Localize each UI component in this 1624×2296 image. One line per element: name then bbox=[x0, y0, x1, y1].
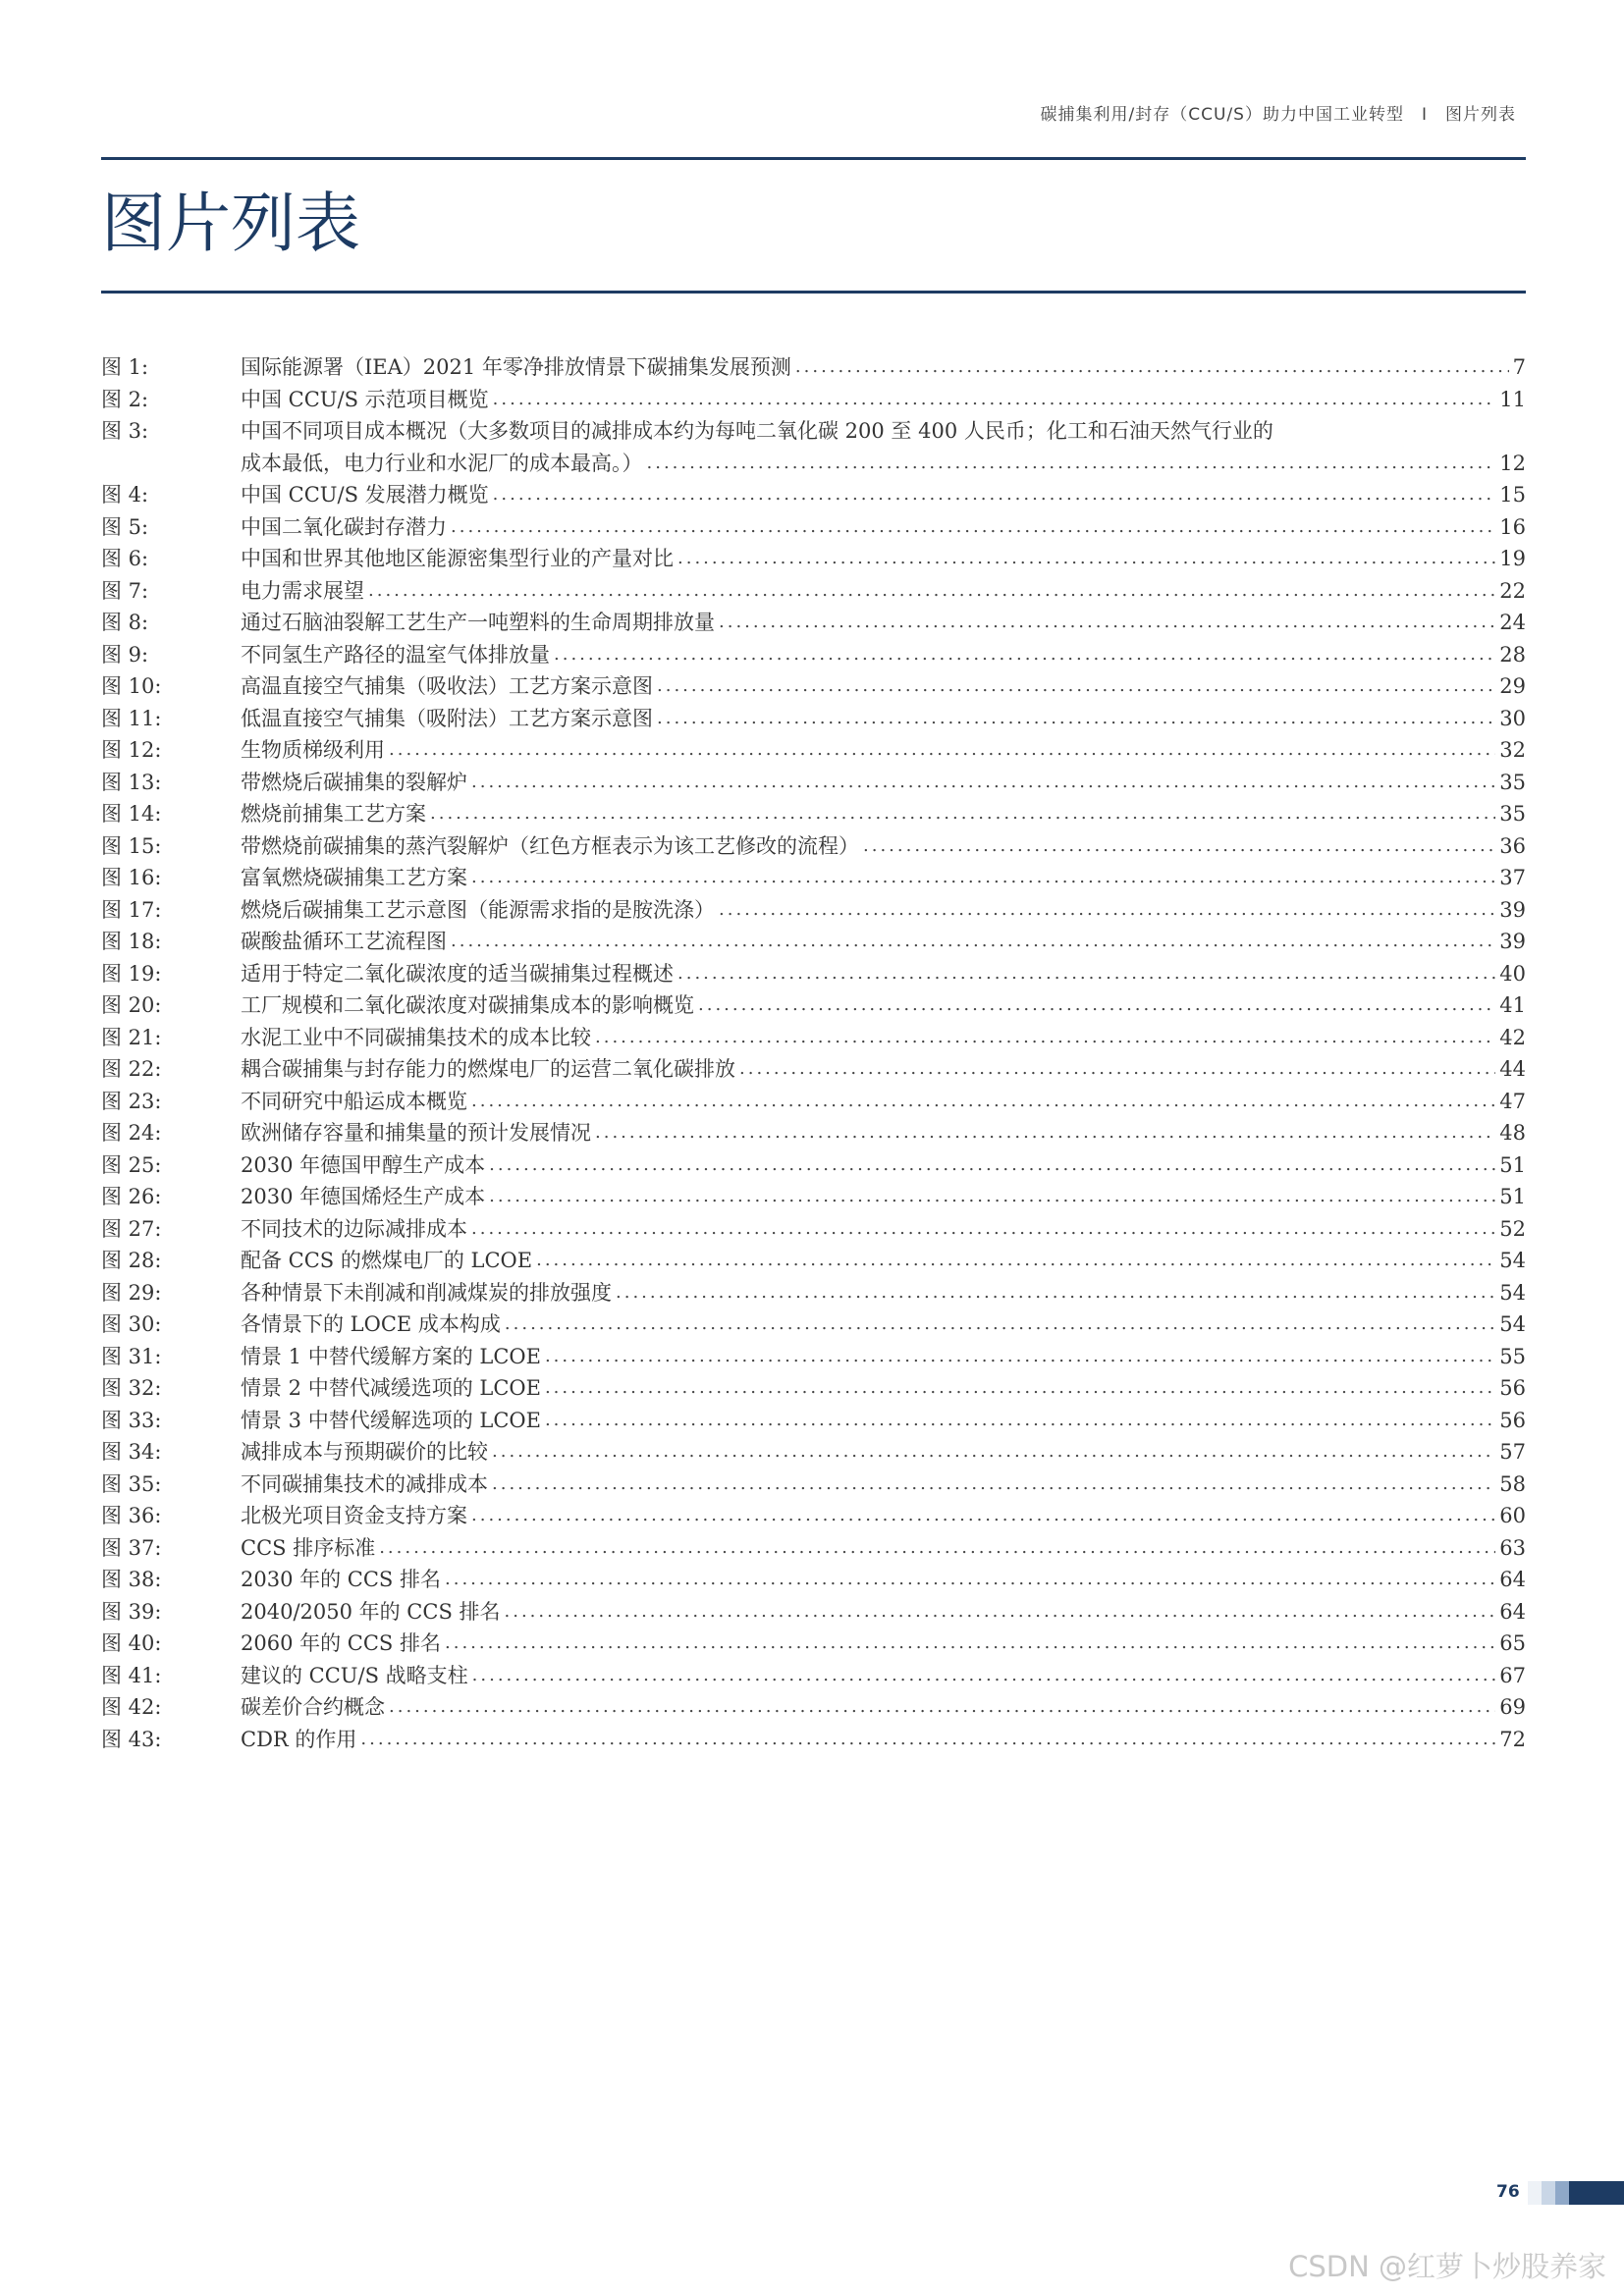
dot-leader bbox=[505, 1308, 1495, 1341]
toc-entry-label: 图 11: bbox=[101, 706, 162, 730]
dot-leader bbox=[492, 1436, 1495, 1468]
toc-entry[interactable] bbox=[101, 1245, 1526, 1277]
toc-entry-title: 适用于特定二氧化碳浓度的适当碳捕集过程概述 bbox=[241, 961, 674, 986]
dot-leader bbox=[493, 479, 1496, 511]
toc-entry-page: 36 bbox=[1499, 833, 1526, 858]
toc-entry[interactable] bbox=[101, 1532, 1526, 1565]
toc-entry[interactable] bbox=[101, 1341, 1526, 1373]
dot-leader bbox=[545, 1372, 1495, 1405]
toc-entry-title: 中国和世界其他地区能源密集型行业的产量对比 bbox=[241, 547, 674, 570]
toc-entry-page: 15 bbox=[1499, 483, 1526, 507]
toc-entry[interactable] bbox=[101, 1500, 1526, 1532]
toc-entry[interactable] bbox=[101, 639, 1526, 671]
toc-entry-label: 图 27: bbox=[101, 1216, 162, 1241]
toc-entry-title: 不同碳捕集技术的减排成本 bbox=[241, 1471, 488, 1496]
dot-leader bbox=[492, 1468, 1495, 1501]
toc-entry-page: 42 bbox=[1499, 1025, 1526, 1049]
page-tab-segment bbox=[1569, 2181, 1624, 2205]
toc-entry-label: 图 14: bbox=[101, 802, 162, 826]
dot-leader bbox=[471, 1213, 1495, 1246]
toc-entry-title: 中国不同项目成本概况（大多数项目的减排成本约为每吨二氧化碳 200 至 400 人民币；化工和石油天然气行业的 bbox=[241, 419, 1273, 443]
toc-entry-title: 碳酸盐循环工艺流程图 bbox=[241, 930, 447, 953]
toc-entry-title: 电力需求展望 bbox=[241, 578, 364, 603]
toc-entry-title: 中国 CCU/S 示范项目概览 bbox=[241, 387, 489, 411]
toc-entry-label: 图 25: bbox=[101, 1152, 162, 1177]
toc-entry-label: 图 6: bbox=[101, 547, 149, 570]
toc-entry-page: 19 bbox=[1499, 547, 1526, 570]
toc-entry[interactable] bbox=[101, 479, 1526, 511]
dot-leader bbox=[657, 670, 1495, 703]
toc-entry-page: 35 bbox=[1499, 802, 1526, 826]
toc-entry[interactable] bbox=[101, 1660, 1526, 1692]
toc-entry-title: 高温直接空气捕集（吸收法）工艺方案示意图 bbox=[241, 674, 653, 698]
dot-leader bbox=[360, 1724, 1495, 1756]
toc-entry-title: 配备 CCS 的燃煤电厂的 LCOE bbox=[241, 1249, 533, 1272]
toc-entry[interactable] bbox=[101, 543, 1526, 575]
toc-entry-title: 2060 年的 CCS 排名 bbox=[241, 1631, 441, 1655]
toc-entry[interactable] bbox=[101, 1436, 1526, 1468]
toc-entry-title: 减排成本与预期碳价的比较 bbox=[241, 1440, 488, 1464]
toc-entry-title: CDR 的作用 bbox=[241, 1727, 357, 1751]
toc-entry[interactable] bbox=[101, 734, 1526, 767]
dot-leader bbox=[493, 384, 1496, 416]
toc-entry-page: 63 bbox=[1499, 1535, 1526, 1560]
toc-entry-title: 燃烧后碳捕集工艺示意图（能源需求指的是胺洗涤） bbox=[241, 897, 715, 922]
toc-entry-title: 水泥工业中不同碳捕集技术的成本比较 bbox=[241, 1025, 591, 1049]
toc-entry-title: 情景 2 中替代减缓选项的 LCOE bbox=[241, 1376, 541, 1400]
toc-entry-title: 碳差价合约概念 bbox=[241, 1695, 385, 1719]
toc-entry[interactable] bbox=[101, 1405, 1526, 1437]
toc-entry-label: 图 4: bbox=[101, 483, 149, 507]
dot-leader bbox=[489, 1149, 1495, 1182]
dot-leader bbox=[545, 1341, 1495, 1373]
page-tab-segment bbox=[1555, 2181, 1569, 2205]
toc-entry-title: 富氧燃烧碳捕集工艺方案 bbox=[241, 866, 467, 889]
toc-entry[interactable] bbox=[101, 1181, 1526, 1213]
dot-leader bbox=[677, 958, 1495, 990]
toc-entry[interactable] bbox=[101, 862, 1526, 894]
toc-entry-title: 不同技术的边际减排成本 bbox=[241, 1216, 467, 1241]
toc-entry[interactable] bbox=[101, 798, 1526, 830]
dot-leader bbox=[647, 448, 1496, 480]
toc-entry-title: 情景 1 中替代缓解方案的 LCOE bbox=[241, 1344, 541, 1368]
toc-entry-page: 29 bbox=[1499, 674, 1526, 698]
toc-entry-title: 不同氢生产路径的温室气体排放量 bbox=[241, 642, 550, 667]
dot-leader bbox=[489, 1181, 1495, 1213]
toc-entry-page: 56 bbox=[1499, 1376, 1526, 1400]
toc-entry-label: 图 31: bbox=[101, 1344, 162, 1368]
toc-entry-page: 12 bbox=[1499, 451, 1526, 475]
toc-entry[interactable] bbox=[101, 1308, 1526, 1341]
toc-entry-label: 图 42: bbox=[101, 1695, 162, 1719]
dot-leader bbox=[389, 1691, 1495, 1724]
toc-entry[interactable] bbox=[101, 894, 1526, 927]
toc-entry-label: 图 13: bbox=[101, 770, 162, 794]
page-tab-segment bbox=[1528, 2181, 1542, 2205]
dot-leader bbox=[739, 1053, 1495, 1086]
toc-entry[interactable] bbox=[101, 384, 1526, 416]
toc-entry-page: 69 bbox=[1499, 1695, 1526, 1719]
toc-entry-title: 带燃烧前碳捕集的蒸汽裂解炉（红色方框表示为该工艺修改的流程） bbox=[241, 833, 859, 858]
toc-entry-label: 图 30: bbox=[101, 1312, 162, 1336]
toc-entry[interactable] bbox=[101, 1053, 1526, 1086]
toc-entry-page: 47 bbox=[1499, 1089, 1526, 1113]
toc-entry[interactable] bbox=[101, 511, 1526, 544]
toc-entry-page: 28 bbox=[1499, 642, 1526, 667]
dot-leader bbox=[445, 1564, 1495, 1596]
toc-entry-label: 图 41: bbox=[101, 1663, 162, 1687]
toc-entry-title: 低温直接空气捕集（吸附法）工艺方案示意图 bbox=[241, 706, 653, 730]
dot-leader bbox=[471, 767, 1495, 799]
toc-entry-title: 国际能源署（IEA）2021 年零净排放情景下碳捕集发展预测 bbox=[241, 355, 791, 379]
toc-entry-page: 54 bbox=[1499, 1312, 1526, 1336]
toc-entry[interactable] bbox=[101, 1628, 1526, 1660]
toc-entry-page: 39 bbox=[1499, 897, 1526, 922]
toc-entry[interactable] bbox=[101, 958, 1526, 990]
toc-entry-title: 耦合碳捕集与封存能力的燃煤电厂的运营二氧化碳排放 bbox=[241, 1057, 735, 1081]
toc-entry-title: 中国二氧化碳封存潜力 bbox=[241, 514, 447, 539]
dot-leader bbox=[536, 1245, 1495, 1277]
page-title: 图片列表 bbox=[101, 186, 360, 261]
toc-entry-page: 41 bbox=[1499, 993, 1526, 1017]
toc-entry[interactable] bbox=[101, 351, 1526, 384]
toc-entry-page: 16 bbox=[1499, 514, 1526, 539]
toc-entry[interactable] bbox=[101, 703, 1526, 735]
toc-entry-label: 图 5: bbox=[101, 514, 149, 539]
toc-entry-label: 图 2: bbox=[101, 387, 149, 411]
toc-entry-label: 图 7: bbox=[101, 578, 149, 603]
toc-entry[interactable] bbox=[101, 1149, 1526, 1182]
toc-entry-title: 2030 年的 CCS 排名 bbox=[241, 1568, 441, 1591]
dot-leader bbox=[616, 1277, 1495, 1309]
toc-entry-page: 57 bbox=[1499, 1440, 1526, 1464]
toc-entry[interactable] bbox=[101, 1022, 1526, 1054]
toc-entry[interactable] bbox=[101, 1213, 1526, 1246]
toc-entry-label: 图 39: bbox=[101, 1599, 162, 1624]
toc-entry-label: 图 43: bbox=[101, 1727, 162, 1751]
toc-entry-label: 图 29: bbox=[101, 1280, 162, 1305]
dot-leader bbox=[379, 1532, 1495, 1565]
running-header: 碳捕集利用/封存（CCU/S）助力中国工业转型 I 图片列表 bbox=[1040, 105, 1516, 125]
toc-entry[interactable] bbox=[101, 1086, 1526, 1118]
toc-entry-page: 11 bbox=[1499, 387, 1526, 411]
toc-entry-page: 39 bbox=[1499, 930, 1526, 953]
toc-entry-title-continued: 成本最低，电力行业和水泥厂的成本最高。） bbox=[241, 451, 643, 475]
toc-entry-label: 图 1: bbox=[101, 355, 149, 379]
toc-entry-page: 55 bbox=[1499, 1344, 1526, 1368]
dot-leader bbox=[368, 575, 1495, 608]
toc-entry[interactable] bbox=[101, 1468, 1526, 1501]
toc-entry-label: 图 21: bbox=[101, 1025, 162, 1049]
toc-entry-label: 图 12: bbox=[101, 738, 162, 762]
toc-entry-label: 图 38: bbox=[101, 1568, 162, 1591]
toc-entry-label: 图 19: bbox=[101, 961, 162, 986]
dot-leader bbox=[677, 543, 1495, 575]
toc-entry-label: 图 40: bbox=[101, 1631, 162, 1655]
toc-entry-title: 中国 CCU/S 发展潜力概览 bbox=[241, 483, 489, 507]
toc-entry[interactable] bbox=[101, 989, 1526, 1022]
toc-entry-label: 图 15: bbox=[101, 833, 162, 858]
toc-entry-page: 7 bbox=[1512, 355, 1526, 379]
toc-entry[interactable] bbox=[101, 830, 1526, 863]
toc-entry[interactable] bbox=[101, 1372, 1526, 1405]
toc-entry-page: 67 bbox=[1499, 1663, 1526, 1687]
toc-entry-page: 35 bbox=[1499, 770, 1526, 794]
dot-leader bbox=[430, 798, 1495, 830]
toc-entry-page: 64 bbox=[1499, 1599, 1526, 1624]
toc-entry-title: 情景 3 中替代缓解选项的 LCOE bbox=[241, 1408, 541, 1432]
toc-entry-label: 图 8: bbox=[101, 611, 149, 634]
toc-entry-label: 图 10: bbox=[101, 674, 162, 698]
toc-entry[interactable] bbox=[101, 607, 1526, 639]
toc-entry-title: 2040/2050 年的 CCS 排名 bbox=[241, 1599, 501, 1624]
toc-entry-label: 图 33: bbox=[101, 1408, 162, 1432]
dot-leader bbox=[719, 607, 1495, 639]
dot-leader bbox=[471, 862, 1495, 894]
toc-entry-page: 51 bbox=[1499, 1152, 1526, 1177]
toc-entry-page: 54 bbox=[1499, 1280, 1526, 1305]
toc-entry-page: 65 bbox=[1499, 1631, 1526, 1655]
dot-leader bbox=[451, 926, 1495, 958]
toc-entry-label: 图 23: bbox=[101, 1089, 162, 1113]
toc-entry-title: 带燃烧后碳捕集的裂解炉 bbox=[241, 770, 467, 794]
toc-entry-label: 图 35: bbox=[101, 1471, 162, 1496]
page-number: 76 bbox=[1496, 2182, 1520, 2202]
dot-leader bbox=[471, 1500, 1495, 1532]
header-rule bbox=[101, 157, 1526, 160]
toc-entry-label: 图 36: bbox=[101, 1504, 162, 1527]
toc-entry-title: 各种情景下未削减和削减煤炭的排放强度 bbox=[241, 1280, 612, 1305]
toc-entry-label: 图 17: bbox=[101, 897, 162, 922]
toc-entry-label: 图 3: bbox=[101, 419, 149, 443]
dot-leader bbox=[657, 703, 1495, 735]
toc-entry[interactable] bbox=[101, 1564, 1526, 1596]
toc-entry-title: 欧洲储存容量和捕集量的预计发展情况 bbox=[241, 1121, 591, 1145]
dot-leader bbox=[389, 734, 1495, 767]
dot-leader bbox=[451, 511, 1495, 544]
toc-entry-title: 不同研究中船运成本概览 bbox=[241, 1089, 467, 1113]
toc-entry-page: 24 bbox=[1499, 611, 1526, 634]
toc-entry-page: 52 bbox=[1499, 1216, 1526, 1241]
dot-leader bbox=[445, 1628, 1495, 1660]
toc-entry[interactable] bbox=[101, 926, 1526, 958]
dot-leader bbox=[795, 351, 1509, 384]
toc-entry-page: 58 bbox=[1499, 1471, 1526, 1496]
toc-entry-page: 56 bbox=[1499, 1408, 1526, 1432]
toc-entry-page: 60 bbox=[1499, 1504, 1526, 1527]
toc-entry-label: 图 18: bbox=[101, 930, 162, 953]
toc-entry-title: 生物质梯级利用 bbox=[241, 738, 385, 762]
toc-entry-label: 图 28: bbox=[101, 1249, 162, 1272]
toc-entry-page: 40 bbox=[1499, 961, 1526, 986]
toc-entry-page: 51 bbox=[1499, 1185, 1526, 1208]
toc-entry[interactable] bbox=[101, 415, 1526, 479]
toc-entry[interactable] bbox=[101, 1596, 1526, 1629]
dot-leader bbox=[471, 1086, 1495, 1118]
dot-leader bbox=[554, 639, 1495, 671]
toc-entry-label: 图 20: bbox=[101, 993, 162, 1017]
toc-entry-title: 北极光项目资金支持方案 bbox=[241, 1504, 467, 1527]
toc-entry-page: 30 bbox=[1499, 706, 1526, 730]
page-tab-segment bbox=[1542, 2181, 1555, 2205]
toc-entry-label: 图 24: bbox=[101, 1121, 162, 1145]
toc-entry[interactable] bbox=[101, 670, 1526, 703]
title-rule bbox=[101, 291, 1526, 294]
toc-entry-label: 图 22: bbox=[101, 1057, 162, 1081]
toc-entry[interactable] bbox=[101, 1117, 1526, 1149]
toc-entry-title: 工厂规模和二氧化碳浓度对碳捕集成本的影响概览 bbox=[241, 993, 694, 1017]
toc-entry-label: 图 34: bbox=[101, 1440, 162, 1464]
figure-list bbox=[101, 351, 1526, 1755]
dot-leader bbox=[863, 830, 1495, 863]
toc-entry-label: 图 26: bbox=[101, 1185, 162, 1208]
toc-entry-label: 图 37: bbox=[101, 1535, 162, 1560]
watermark: CSDN @红萝卜炒股养家 bbox=[1288, 2250, 1606, 2283]
toc-entry-label: 图 16: bbox=[101, 866, 162, 889]
toc-entry-title: 2030 年德国甲醇生产成本 bbox=[241, 1152, 486, 1177]
toc-entry-title: 各情景下的 LOCE 成本构成 bbox=[241, 1312, 501, 1336]
toc-entry-label: 图 32: bbox=[101, 1376, 162, 1400]
toc-entry[interactable] bbox=[101, 575, 1526, 608]
toc-entry-page: 37 bbox=[1499, 866, 1526, 889]
toc-entry-page: 44 bbox=[1499, 1057, 1526, 1081]
dot-leader bbox=[505, 1596, 1496, 1629]
toc-entry-label: 图 9: bbox=[101, 642, 149, 667]
toc-entry-page: 54 bbox=[1499, 1249, 1526, 1272]
toc-entry-title: 建议的 CCU/S 战略支柱 bbox=[241, 1663, 468, 1687]
dot-leader bbox=[472, 1660, 1496, 1692]
toc-entry[interactable] bbox=[101, 1277, 1526, 1309]
dot-leader bbox=[595, 1022, 1495, 1054]
toc-entry-page: 22 bbox=[1499, 578, 1526, 603]
dot-leader bbox=[545, 1405, 1495, 1437]
toc-entry-page: 32 bbox=[1499, 738, 1526, 762]
toc-entry[interactable] bbox=[101, 1691, 1526, 1724]
toc-entry[interactable] bbox=[101, 1724, 1526, 1756]
toc-entry-title: 2030 年德国烯烃生产成本 bbox=[241, 1185, 486, 1208]
toc-entry-title: CCS 排序标准 bbox=[241, 1535, 376, 1560]
dot-leader bbox=[698, 989, 1495, 1022]
dot-leader bbox=[719, 894, 1495, 927]
toc-entry-page: 72 bbox=[1499, 1727, 1526, 1751]
toc-entry-page: 64 bbox=[1499, 1568, 1526, 1591]
dot-leader bbox=[595, 1117, 1495, 1149]
toc-entry-title: 燃烧前捕集工艺方案 bbox=[241, 802, 426, 826]
toc-entry-page: 48 bbox=[1499, 1121, 1526, 1145]
toc-entry-title: 通过石脑油裂解工艺生产一吨塑料的生命周期排放量 bbox=[241, 611, 715, 634]
toc-entry[interactable] bbox=[101, 767, 1526, 799]
